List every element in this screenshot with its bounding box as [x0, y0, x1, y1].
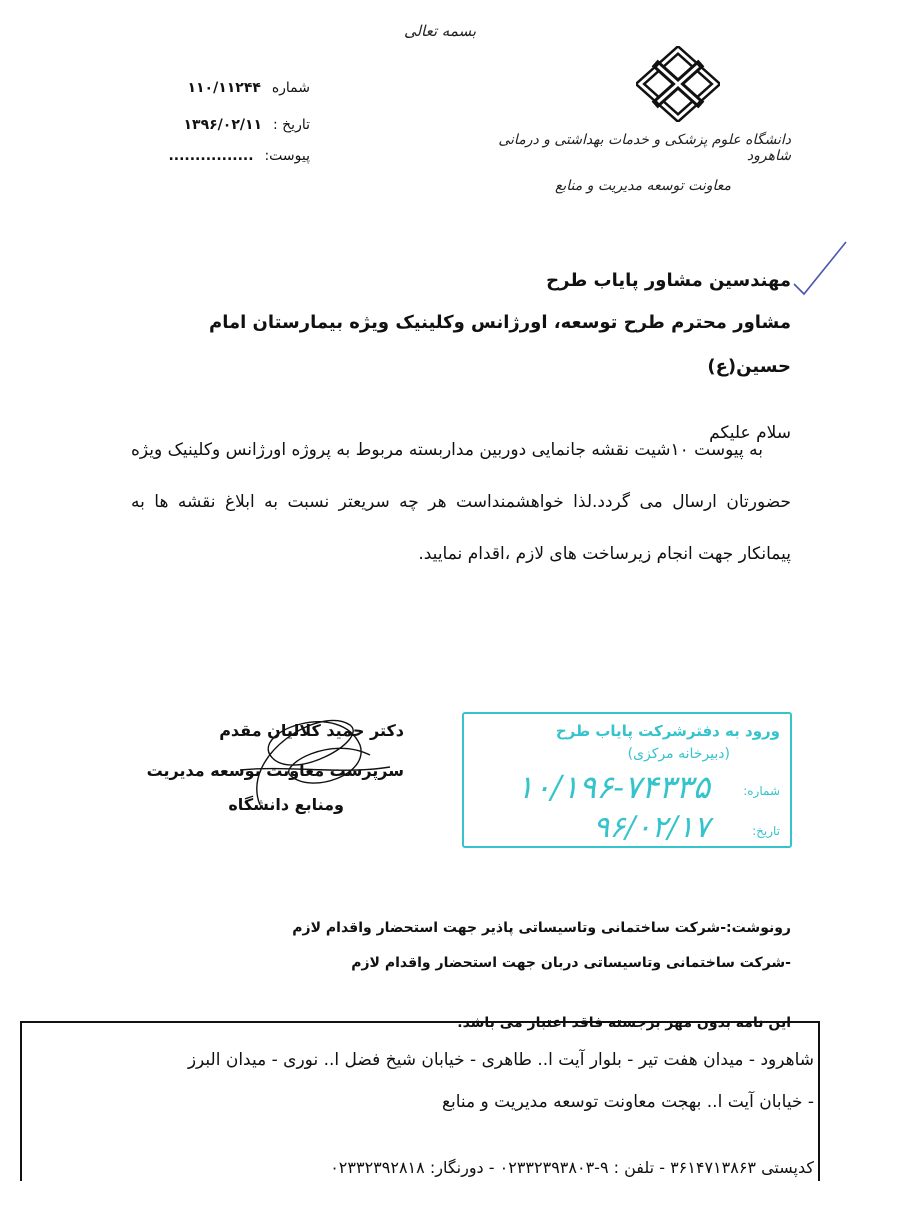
stamp-date-label: تاریخ: [752, 824, 780, 838]
stamp-number-label: شماره: [743, 784, 780, 798]
greeting: سلام علیکم [709, 423, 791, 443]
receipt-stamp [462, 712, 792, 848]
handwritten-check-mark [790, 236, 850, 296]
letter-number-label: شماره [271, 80, 310, 96]
stamp-heading: ورود به دفترشرکت پایاب طرح [555, 722, 780, 740]
university-name: دانشگاه علوم پزشکی و خدمات بهداشتی و درمانی شاهرود [498, 132, 791, 164]
invocation-text: بسمه تعالی [403, 22, 477, 40]
signer-title-2: ومنابع دانشگاه [228, 795, 344, 814]
addressee-line-1: مهندسین مشاور پایاب طرح [546, 270, 791, 291]
letter-number [140, 80, 310, 96]
letter-date-label: تاریخ : [272, 117, 310, 133]
footer-contact: کدپستی ۳۶۱۴۷۱۳۸۶۳ - تلفن : ۹-۰۲۳۳۲۳۹۳۸۰۳ - دورنگار: ۰۲۳۳۲۳۹۲۸۱۸ [330, 1158, 814, 1177]
university-logo [636, 46, 720, 122]
signer-title-1: سرپرست معاونت توسعه مدیریت [146, 761, 404, 780]
copy-recipient-2: -شرکت ساختمانی وتاسیساتی دربان جهت استحضار واقدام لازم [351, 955, 791, 971]
letter-body: به پیوست ۱۰شیت نقشه جانمایی دوربین مداربسته مربوط به پروژه اورژانس وکلینیک ویژه حضورتان ارسال می گردد.لذا خواهشمنداست هر چه سریعتر نسبت به ابلاغ نقشه ها به پیمانکار جهت انجام زیرساخت های لازم ،اقدام نمایید. [131, 440, 791, 564]
stamp-subheading: (دبیرخانه مرکزی) [627, 746, 730, 762]
letter-date-value: ۱۳۹۶/۰۲/۱۱ [183, 117, 263, 133]
department-name: معاونت توسعه مدیریت و منابع [554, 178, 731, 194]
stamp-date-value: ۹۶/۰۲/۱۷ [593, 810, 710, 845]
validity-note: این نامه بدون مهر برجسته فاقد اعتبار می باشد. [457, 1015, 791, 1031]
letter-number-value: ۱۱۰/۱۱۲۴۴ [187, 80, 261, 96]
footer-address-1: شاهرود - میدان هفت تیر - بلوار آیت ا.. طاهری - خیابان شیخ فضل ا.. نوری - میدان البرز [187, 1050, 814, 1070]
letter-attachment-value: ................ [168, 148, 254, 164]
stamp-number-value: ۱۰/۱۹۶-۷۴۳۳۵ [516, 768, 710, 806]
signature-block [144, 718, 404, 818]
letter-attachment [140, 148, 310, 164]
addressee-line-3: حسین(ع) [707, 356, 791, 377]
copy-recipient-1: رونوشت:-شرکت ساختمانی وتاسیساتی پاذیر جهت استحضار واقدام لازم [292, 920, 791, 936]
footer-address-2: - خیابان آیت ا.. بهجت معاونت توسعه مدیریت و منابع [441, 1092, 814, 1112]
signer-name: دکتر حمید کلالیان مقدم [219, 721, 404, 740]
addressee-line-2: مشاور محترم طرح توسعه، اورژانس وکلینیک ویژه بیمارستان امام [209, 312, 791, 333]
letter-date [140, 117, 310, 133]
letter-attachment-label: پیوست: [264, 148, 310, 164]
